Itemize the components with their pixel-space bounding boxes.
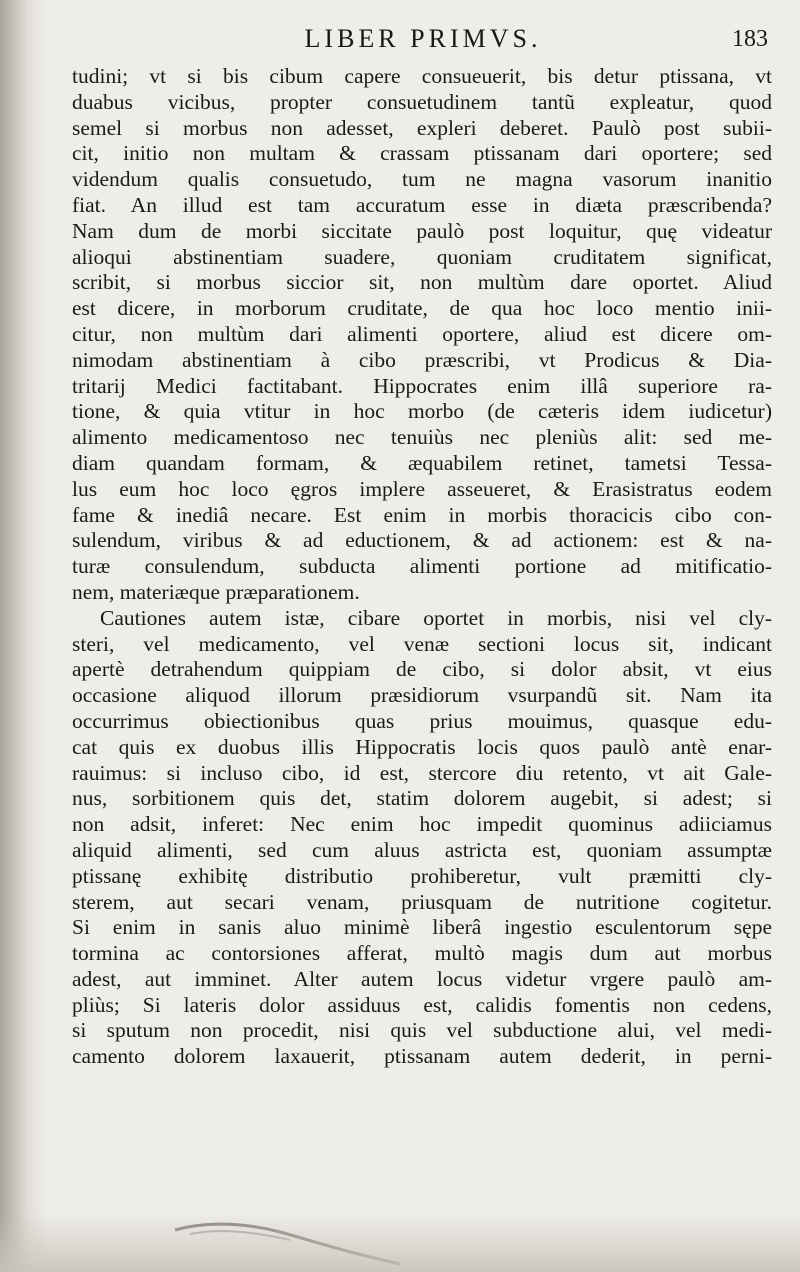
body-text	[72, 64, 772, 1070]
text-line: aliquid alimenti, sed cum aluus astricta est, quoniam assumptæ	[72, 837, 772, 862]
text-line: ptissanę exhibitę distributio prohiberetur, vult præmitti cly-	[72, 863, 772, 888]
text-line: fame & inediâ necare. Est enim in morbis thoracicis cibo con-	[72, 502, 772, 527]
text-line: est dicere, in morborum cruditate, de qua hoc loco mentio inii-	[72, 296, 772, 321]
text-line: fiat. An illud est tam accuratum esse in diæta præscribenda?	[72, 192, 772, 217]
text-line: steri, vel medicamento, vel venæ sectioni locus sit, indicant	[72, 631, 772, 656]
text-line: Si enim in sanis aluo minimè liberâ ingestio esculentorum sępe	[72, 915, 772, 940]
text-line: duabus vicibus, propter consuetudinem tantũ expleatur, quod	[72, 89, 772, 114]
text-line: lus eum hoc loco ęgros implere asseueret, & Erasistratus eodem	[72, 476, 772, 501]
text-line: sterem, aut secari venam, priusquam de nutritione cogitetur.	[72, 889, 772, 914]
text-line: camento dolorem laxauerit, ptissanam autem dederit, in perni-	[72, 1044, 772, 1069]
text-line: tormina ac contorsiones afferat, multò magis dum aut morbus	[72, 941, 772, 966]
text-line: sulendum, viribus & ad eductionem, & ad actionem: est & na-	[72, 528, 772, 553]
text-line: rauimus: si incluso cibo, id est, stercore diu retento, vt ait Gale-	[72, 760, 772, 785]
text-line: pliùs; Si lateris dolor assiduus est, calidis fomentis non cedens,	[72, 992, 772, 1017]
text-line: Cautiones autem istæ, cibare oportet in morbis, nisi vel cly-	[100, 605, 772, 630]
text-line: videndum qualis consuetudo, tum ne magna vasorum inanitio	[72, 167, 772, 192]
text-line: cat quis ex duobus illis Hippocratis locis quos paulò antè enar-	[72, 734, 772, 759]
page-number: 183	[732, 26, 768, 52]
text-line: turæ consulendum, subducta alimenti portione ad mitificatio-	[72, 554, 772, 579]
text-line: alioqui abstinentiam suadere, quoniam cruditatem significat,	[72, 244, 772, 269]
page-bottom-shade	[0, 1212, 800, 1272]
running-title: LIBER PRIMVS.	[304, 24, 542, 53]
text-line: alimento medicamentoso nec tenuiùs nec pleniùs alit: sed me-	[72, 425, 772, 450]
text-line: diam quandam formam, & æquabilem retinet, tametsi Tessa-	[72, 450, 772, 475]
gutter-shadow	[0, 0, 48, 1272]
text-line: tritarij Medici factitabant. Hippocrates enim illâ superiore ra-	[72, 373, 772, 398]
text-line: tudini; vt si bis cibum capere consueuerit, bis detur ptissana, vt	[72, 64, 772, 88]
text-line: Nam dum de morbi siccitate paulò post loquitur, quę videatur	[72, 218, 772, 243]
text-line: nem, materiæque præparationem.	[72, 579, 360, 604]
text-line: nimodam abstinentiam à cibo præscribi, vt Prodicus & Dia-	[72, 347, 772, 372]
text-line: occurrimus obiectionibus quas prius mouimus, quasque edu-	[72, 708, 772, 733]
text-line: semel si morbus non adesset, expleri deberet. Paulò post subii-	[72, 115, 772, 140]
text-line: tione, & quia vtitur in hoc morbo (de cæteris idem iudicetur)	[72, 399, 772, 424]
text-line: apertè detrahendum quippiam de cibo, si dolor absit, vt eius	[72, 657, 772, 682]
text-line: si sputum non procedit, nisi quis vel subductione alui, vel medi-	[72, 1018, 772, 1043]
text-line: nus, sorbitionem quis det, statim dolorem augebit, si adest; si	[72, 786, 772, 811]
text-line: adest, aut imminet. Alter autem locus videtur vrgere paulò am-	[72, 966, 772, 991]
text-line: occasione aliquod illorum præsidiorum vsurpandũ sit. Nam ita	[72, 683, 772, 708]
page-header	[78, 22, 768, 62]
text-line: citur, non multùm dari alimenti oportere, aliud est dicere om-	[72, 321, 772, 346]
text-line: cit, initio non multam & crassam ptissanam dari oportere; sed	[72, 141, 772, 166]
text-line: scribit, si morbus siccior sit, non multùm dare oportet. Aliud	[72, 270, 772, 295]
text-line: non adsit, inferet: Nec enim hoc impedit quominus adiiciamus	[72, 812, 772, 837]
